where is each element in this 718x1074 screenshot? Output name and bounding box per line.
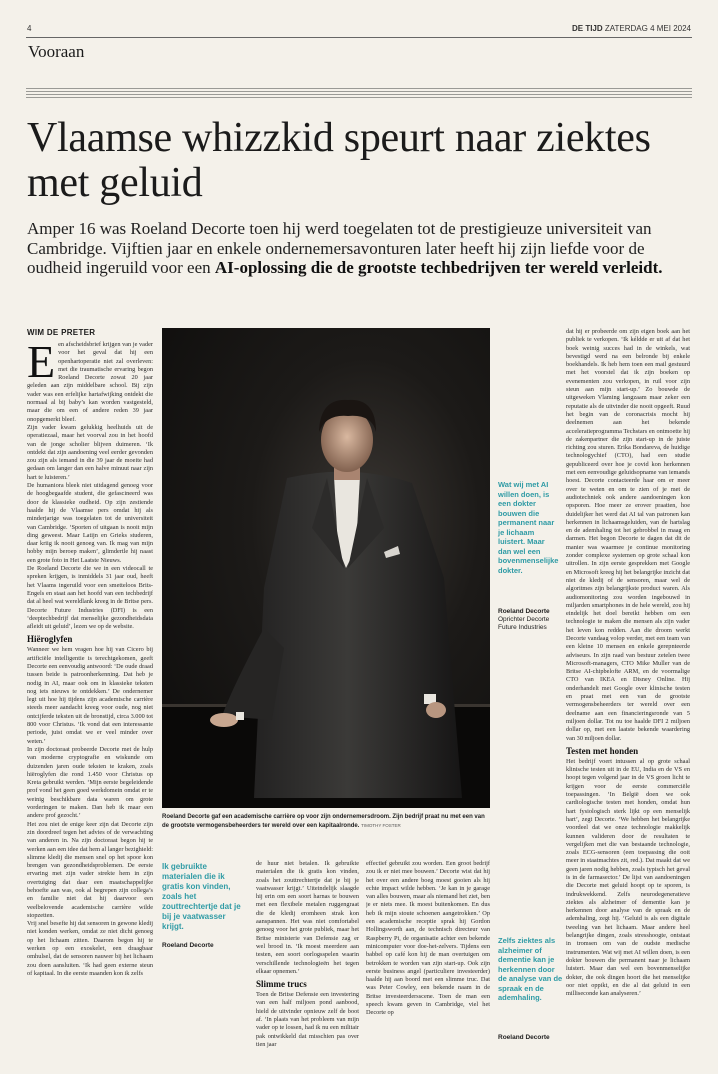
pull-quote-2-attribution [162,942,214,950]
caption-text: Roeland Decorte gaf een academische carrière op voor zijn ondernemersdroom. Zijn bedrijf praat nu met een van de grootste vermogensbeheerders ter wereld over een kapitaalronde. [162,814,485,829]
col1-p3: De humaniora bleek niet uitdagend genoeg voor de hoogbegaafde student, die gefascineerd was door de klassieke oudheid. Op zijn zestiende haalde hij de Vlaamse pers omdat hij als minderjarige was toegelaten tot de universiteit van Cambridge. ‘Sporten of uitgaan is nooit mijn ding geweest. Maar Latijn en Grieks studeren, daar kriig ik nooit genoeg van. Ik mag van mijn hobby mijn beroep maken’, glimdertle hij naast een grote foto in Het Laatste Nieuws. [27,482,153,564]
col5-text: dat hij er probeerde om zijn eigen boek aan het publiek te verkopen. ‘Ik kéldde er uit af dat het boek weinig succes had in de winkels, wat bevestigd werd na een belronde bij enkele boekhandels. Ik heb hem toen een mail gestuurd met het voorstel dat ik zijn boeken op evenementen zou verkopen, in ruil voor zijn steun aan mijn start-up.’ Zo bouwde de uitgeweken Vlaming langzaam maar zeker een reputatie als de uitvinder die nooit opgeeft. Ruud het begin van de coronacrisis mocht hij deelnemen aan het bekende acceleratieprogramma Techstars en ontmoette hij de zakenpartner die zijn start-up in de juiste richting zou sturen. Erika Bondareva, de huidige technologychief (CTO), had een studie gepubliceerd over hoe je covid kon herkennen met een eenvoudige geluidsopname van iemands hoest. Decorte contacteerde haar om er meer over te weten en om te zien of je met de audiotechniek ook andere aandoeningen kon opsporen. Hoe meer ze erover praatten, hoe duidelijker het werd dat AI tal van patronen kan herkennen in lichaamsgeluiden, van de hartslag en de ademhaling tot het gebrobbel in maag en darmen. Het begon Decorte te dagen dat dit de manier was waarmee je continue monitoring zonder complexe systemen op grote schaal kon uitrollen. In zijn eerste gesprekken met Google en Microsoft kreeg hij het belangrijke inzicht dat niet de kledij of de sensoren, maar wel de algoritmes zijn belangrijkste product waren. Als audiomonitoring zou worden ingebouwd in miljarden smartphones in de hele wereld, zou hij eindelijk het doel bereikt hebben om een technologie te maken die mensen als zijn vader het leven kon redden. Aan die droom werkt Decorte vandaag volop verder, met een team van een kleine 10 mensen en enkele gerepnteerde adviseurs. In zijn raad van bestuur zetelen twee Microsoft-managers, CTO Mike Muller van de Britse AI-chipbelofte ARM, en de voormalige CTO van IKEA en Disney Online. Hij onderhandelt met Google over klinische testen en praat met een van de grootste vermogensbeheerders ter wereld over een deelname aan een financieringsronde van 5 miljoen dollar. Tot nu toe haalde DFI 2 miljoen dollar op, met een laatste bekende waardering van 30 miljoen dollar. [566,328,690,742]
col3-text-b: Toen de Britse Defensie een investering van een half miljoen pond aanbood, hield de uitvinder opnieuw zelf de boot af. ‘In plaats van het probleem van mijn vader op te lossen, had ik nu een militair pak ontwikkeld dat misschien pas over tien jaar [256,991,359,1048]
pull-quote-3-attribution [498,1034,550,1042]
col3-text: de huur niet betalen. Ik gebruikte materialen die ik gratis kon vinden, zoals het zouttrechtertje dat je bij je vaatwasser krijgt.’ Uiteindelijk slaagde hij erin om een soort harnas te bouwen met een flexibele metalen ruggengraat die de kledij eromheen strak kon aanspannen. Het was niet comfortabel genoeg voor het grote publiek, maar het Britse ministerie van Defensie zag er wel brood in. ‘Ik moest meerdere aan testen, een soort oorlogsspelen waarin verschillende technologieën het tegen elkaar opnemen.’ [256,860,359,975]
pull-quote-3: Zelfs ziektes als alzheimer of dementie kan je herkennen door de analyse van de spraak en de ademhaling. [498,936,563,1002]
paper-name: DE TIJD [571,24,603,33]
hatch-rule [26,88,692,98]
pull-quote-1-role: Oprichter Decorte [498,616,550,623]
byline: WIM DE PRETER [27,328,96,337]
pull-quote-1-attribution [498,608,568,632]
intro-text: Amper 16 was Roeland Decorte toen hij werd toegelaten tot de prestigieuze universiteit van Cambridge. Vijftien jaar en enkele ondernemersavonturen later heeft hij zijn liefde voor de oudheid ingeruild voor een [27,219,652,277]
col1-p5: Wanneer we hem vragen hoe hij van Cicero bij artificiële intelligentie is terechtgekomen, geeft Decorte een eenvoudig antwoord: ‘De oude draad tussen beide is patroonherkenning. Dat heb je nodig in AI, maar ook om in klassieke teksten nog iets nieuws te ontdekken.’ De ondernemer legt uit hoe hij tijdens zijn academische carrière steeds meer aandacht kreeg voor oude, nog niet ontcijferde teksten uit de bronstijd, circa 3.000 tot 800 voor Christus. ‘Ik vond dat een interessante periode, juist omdat we er veel minder over weten.’ [27,646,153,745]
pull-quote-2-name: Roeland Decorte [162,942,214,949]
photo-caption [162,814,490,830]
intro-bold: AI-oplossing die de grootste techbedrijven ter wereld verleidt. [214,258,663,277]
column-3 [256,860,359,1066]
col1-p6: In zijn doctoraat probeerde Decorte met de hulp van moderne cryptografie en wiskunde om duizenden jaren oude teksten te kraken, zoals hiëroglyfen die rond 1.450 voor Christus op Kreta gebruikt werden. ‘Mijn eerste begeleidende prof vond het geen goed werkdomein omdat er te weinig beschikbare data waren om grote vorderingen te maken. Dan heb ik maar een andere prof gezocht.’ [27,745,153,820]
issue-date: ZATERDAG 4 MEI 2024 [604,24,691,33]
col1-p8: Vrij snel besefte hij dat sensoren in gewone kledij niet konden werken, omdat ze niet dicht genoeg op het lichaam zitten. Daarom begon hij te werken op een exoskelet, een draagbaar omhulsel, dat de sensoren nauwer bij het lichaam zou doen aansluiten. ‘Ik had geen externe steun of kapitaal. In die eerste maanden kon ik zelfs [27,920,153,977]
intro [27,219,691,278]
col1-p2: Zijn vader kwam gelukkig heelhuids uit de operatiezaal, maar het voorval zou in het hoofd van de jonge scholier blijven duimeren. ‘Ik ontdekt dat zijn aandoening veel eerder gevonden zou zijn als iemand in die 39 jaar de moeite had gedaan om langer dan een halve minuut naar zijn hart te luisteren.’ [27,423,153,481]
headline: Vlaamse whizzkid speurt naar ziektes met geluid [27,115,651,206]
col5-text-b: Het bedrijf voert intussen al op grote schaal klinische testen uit in de EU, India en de VS en hoopt tegen volgend jaar in de VS groen licht te krijgen voor de eerste commerciële toepassingen. ‘In België doen we ook cardiologische testen met honden, omdat hun hart fysiologisch sterk lijkt op een menselijk hart’, zegt Decorte. ‘We hebben het belangrijke voordeel dat we onze technologie makkelijk kunnen valideren door de resultaten te vergelijken met die van bestaande technologie, zoals ECG-sensoren (een toepassing die ooit meer in staatmachtes zit, red.). Dat maakt dat we geen jaren nodig hebben, zoals typisch het geval is in de farmasector.’ De lijst van aandoeningen die Decorte met geluid hoopt op te sporen, is indrukwekkend. Zelfs neurodegeneratieve ziektes als alzheimer of dementie kan je herkennen door analyse van de spraak en de ademhaling, zegt hij. ‘Geluid is als een digitale tweeling van het lichaam. Maar andere heel belangrijke dingen, zoals stresshoogte, ontstaat in tromsen om van de oudste medische instrumenten. Wat wij met AI willen doen, is een dokter bouwen die permanent naar je lichaam luistert. Maar dan wel een bovenmenselijke dokter, die ook dingen hoort die het menselijke oor niet oppikt, en die al dat geluid in een milliseconde kan analyseren.’ [566,757,690,998]
section-title: Vooraan [28,42,85,61]
subheading-slimme-trucs: Slimme trucs [256,979,307,990]
col1-p1: en afscheidsbrief krijgen van je vader voor het geval dat hij een openhartoperatie niet zal overleven: met die traumatische ervaring begon Roeland Decorte zowat 20 jaar geleden aan zijn middelbare school. Bij zijn vader was een erfelijke hartafwijking ontdekt die normaal al bij baby’s kan worden vastgesteld, maar die om een of andere reden 39 jaar onopgemerkt bleef. [27,341,153,423]
col1-p7: Het zou niet de enige keer zijn dat Decorte zijn zin doordreef tegen het advies of de verwachting van anderen in. Na zijn doctoraat begon hij te werken aan een idee dat hem al langer bezighield: slimme kledij die mensen snel op het spoor kon brengen van gezondheidsproblemen. De eerste ervaring met zijn vader strekte hem in zijn overtuiging dat daar een maatschappelijke behoefte aan was, ook al begrepen zijn collega’s en familie niet dat hij daarvoor een veelbelovende academische carrière wilde stopzetten. [27,820,153,919]
column-1 [27,341,153,1066]
page-number: 4 [27,24,32,33]
pull-quote-1-company: Future Industries [498,624,547,631]
column-4 [366,860,490,1066]
column-5 [566,328,690,1066]
folio [572,24,691,33]
photo-credit: TIMOTHY FOSTER [361,822,401,828]
col1-p4: De Roeland Decorte die we in een videocall te spreken krijgen, is inmiddels 31 jaar oud, heeft het Vlaams ingeruild voor een smetteloos Brits-Engels en staat aan het hoofd van een techbedrijf dat al heel wat wereldlank kreeg in de Britse pers. Decorte Future Industries (DFI) is een ‘deeptechbedrijf dat menselijke gezondheidsdata afleidt uit geluid’, lezen we op de website. [27,565,153,631]
portrait-illustration [162,328,490,808]
top-rule [26,37,692,38]
pull-quote-2: Ik gebruikte materialen die ik gratis kon vinden, zoals het zouttrechtertje dat je bij je vaatwasser krijgt. [162,862,241,931]
col4-text: effectief gebruikt zou worden. Een groot bedrijf zou ik er niet mee bouwen.’ Decorte wist dat hij het over een andere boeg moest gooien als hij echte impact wilde hebben. ‘Je kan in je garage van alles bouwen, maar als niemand het ziet, ben je er niets mee. Ik moest buitenkomen. En dus heb ik mijn stoute schoenen aangetrokken.’ Op een academische receptie sprak hij Gordon Hollingsworth aan, de technisch directeur van Raspberry Pi, de organisatie achter een bekende minicomputer voor doe-het-zelvers. Tijdens een babbel op café kon hij de man overtuigen om betrokken te worden van zijn start-up. Ook zijn eerste business angel (particuliere investeerder) haalde hij aan boord met een slimme truc. Dat was Peter Cowley, een bekende naam in de Britse investeerdersscene. Toen de man een speech kwam geven in Cambridge, viel het Decorte op [366,860,490,1017]
portrait-photo [162,328,490,808]
pull-quote-1: Wat wij met AI willen doen, is een dokter bouwen die permanent naar je lichaam luistert. Maar dan wel een bovenmenselijke dokter. [498,480,559,575]
drop-cap: E [27,341,56,387]
subheading-hieroglyfen: Hiëroglyfen [27,634,73,645]
pull-quote-3-name: Roeland Decorte [498,1034,550,1041]
pull-quote-1-name: Roeland Decorte [498,608,550,615]
subheading-testen-met-honden: Testen met honden [566,745,639,756]
